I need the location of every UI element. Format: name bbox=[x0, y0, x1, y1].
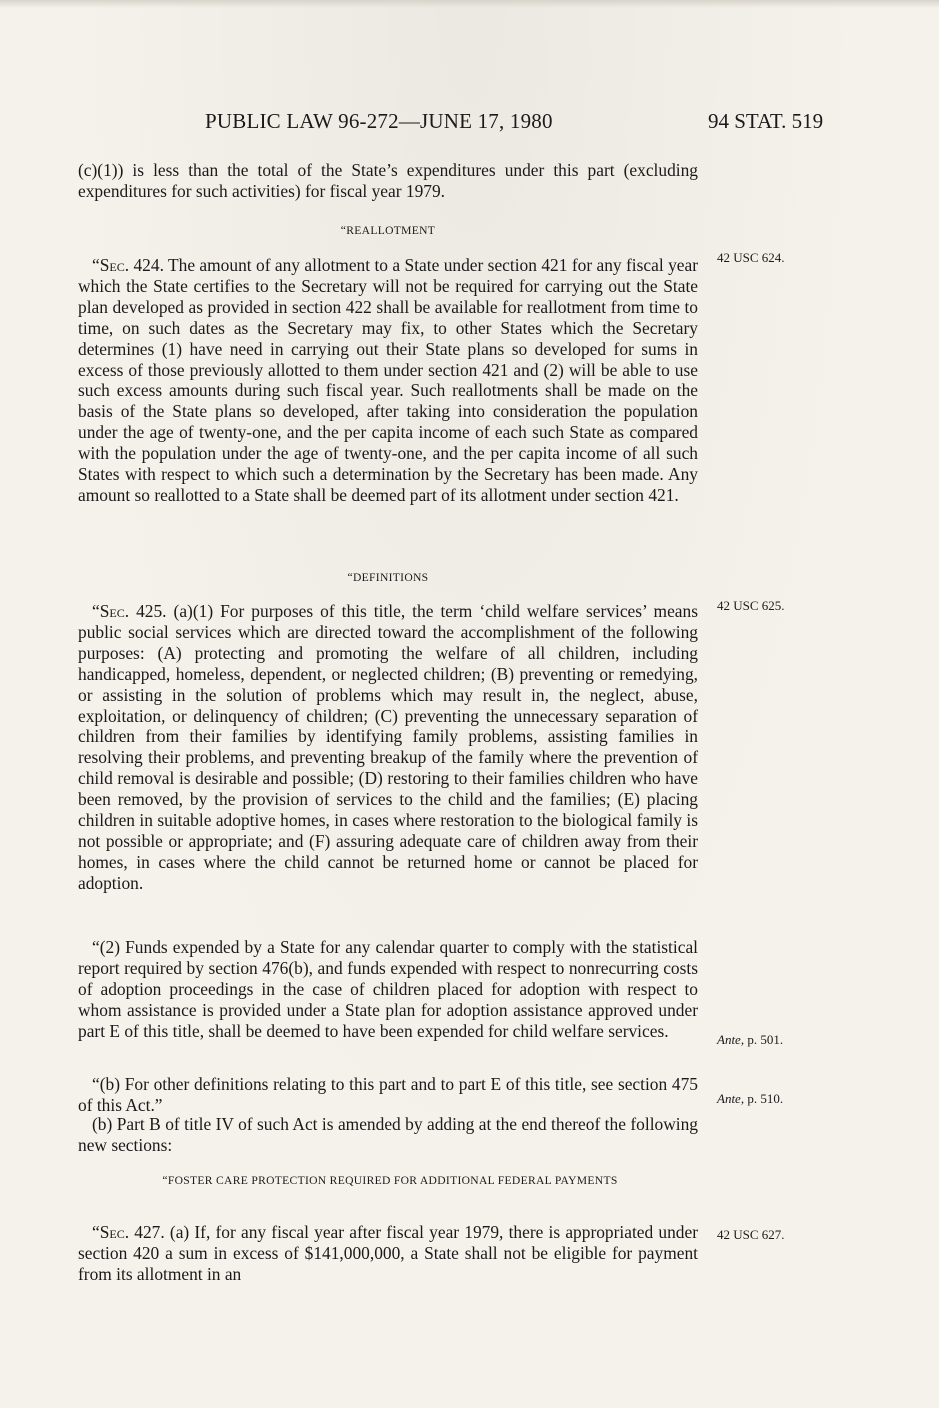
section-425-a1-paragraph bbox=[78, 601, 698, 894]
section-heading-foster-care: “FOSTER CARE PROTECTION REQUIRED FOR ADDITIONAL FEDERAL PAYMENTS bbox=[162, 1174, 618, 1187]
running-head-title: PUBLIC LAW 96-272—JUNE 17, 1980 bbox=[205, 109, 553, 133]
sec-label: “Sec. bbox=[92, 1222, 130, 1242]
ante-italic: Ante, bbox=[717, 1091, 745, 1106]
ante-page: p. 510. bbox=[744, 1091, 784, 1106]
section-425-a1-text: 425. (a)(1) For purposes of this title, the term ‘child welfare services’ means public social services which are directed toward the accomplishment of the following purposes: (A) protecting and promoting the welfare of all children, including handicapped, homeless, dependent, or neglected children; (B) preventing or remedying, or assisting in the solution of problems which may result in, the neglect, abuse, exploitation, or delinquency of children; (C) preventing the unnecessary separation of children from their families by identifying family problems, assisting families in resolving their problems, and preventing breakup of the family where the prevention of child removal is desirable and possible; (D) restoring to their families children who have been removed, by the provision of services to the child and the families; (E) placing children in suitable adoptive homes, in cases where restoration to the biological family is not possible or appropriate; and (F) assuring adequate care of children away from their homes, in cases where the child cannot be returned home or cannot be placed for adoption. bbox=[78, 601, 698, 893]
part-b-amendment-paragraph: (b) Part B of title IV of such Act is amended by adding at the end thereof the following new sections: bbox=[78, 1114, 698, 1155]
section-424-text: 424. The amount of any allotment to a State under section 421 for any fiscal year which the State certifies to the Secretary will not be required for carrying out the State plan developed as provided in section 422 shall be available for reallotment from time to time, on such dates as the Secretary may fix, to other States which the Secretary determines (1) have need in carrying out their State plans so developed for sums in excess of those previously allotted to them under section 421 and (2) will be able to use such excess amounts during such fiscal year. Such reallotments shall be made on the basis of the State plans so developed, after taking into consideration the population under the age of twenty-one, and the per capita income of each such State as compared with the population under the age of twenty-one, and the per capita income of all such States with respect to which such a determination by the Secretary has been made. Any amount so reallotted to a State shall be deemed part of its allotment under section 421. bbox=[78, 255, 698, 505]
ante-page: p. 501. bbox=[744, 1032, 784, 1047]
continuation-paragraph: (c)(1)) is less than the total of the State’s expenditures under this part (excluding expenditures for such activities) for fiscal year 1979. bbox=[78, 160, 698, 201]
margin-note-42-usc-624: 42 USC 624. bbox=[717, 250, 785, 265]
section-424-paragraph bbox=[78, 255, 698, 506]
section-heading-definitions: “DEFINITIONS bbox=[347, 571, 429, 584]
running-head-page-ref: 94 STAT. 519 bbox=[708, 109, 824, 133]
section-427-text: 427. (a) If, for any fiscal year after fiscal year 1979, there is appropriated under section 420 a sum in excess of $141,000,000, a State shall not be eligible for payment from its allotment in an bbox=[78, 1222, 698, 1284]
margin-note-ante-510 bbox=[717, 1091, 783, 1107]
ante-italic: Ante, bbox=[717, 1032, 745, 1047]
page-edge-shadow bbox=[0, 0, 939, 8]
margin-note-ante-501 bbox=[717, 1032, 783, 1048]
sec-label: “Sec. bbox=[92, 601, 130, 621]
sec-label: “Sec. bbox=[92, 255, 130, 275]
section-425-b-paragraph: “(b) For other definitions relating to this part and to part E of this title, see section 475 of this Act.” bbox=[78, 1074, 698, 1115]
section-425-a2-paragraph: “(2) Funds expended by a State for any calendar quarter to comply with the statistical report required by section 476(b), and funds expended with respect to nonrecurring costs of adoption proceedings in the case of children placed for adoption with respect to whom assistance is provided under a State plan for adoption assistance approved under part E of this title, shall be deemed to have been expended for child welfare services. bbox=[78, 937, 698, 1041]
margin-note-42-usc-625: 42 USC 625. bbox=[717, 598, 785, 613]
section-heading-reallotment: “REALLOTMENT bbox=[340, 224, 436, 237]
section-427-paragraph bbox=[78, 1222, 698, 1285]
margin-note-42-usc-627: 42 USC 627. bbox=[717, 1227, 785, 1242]
